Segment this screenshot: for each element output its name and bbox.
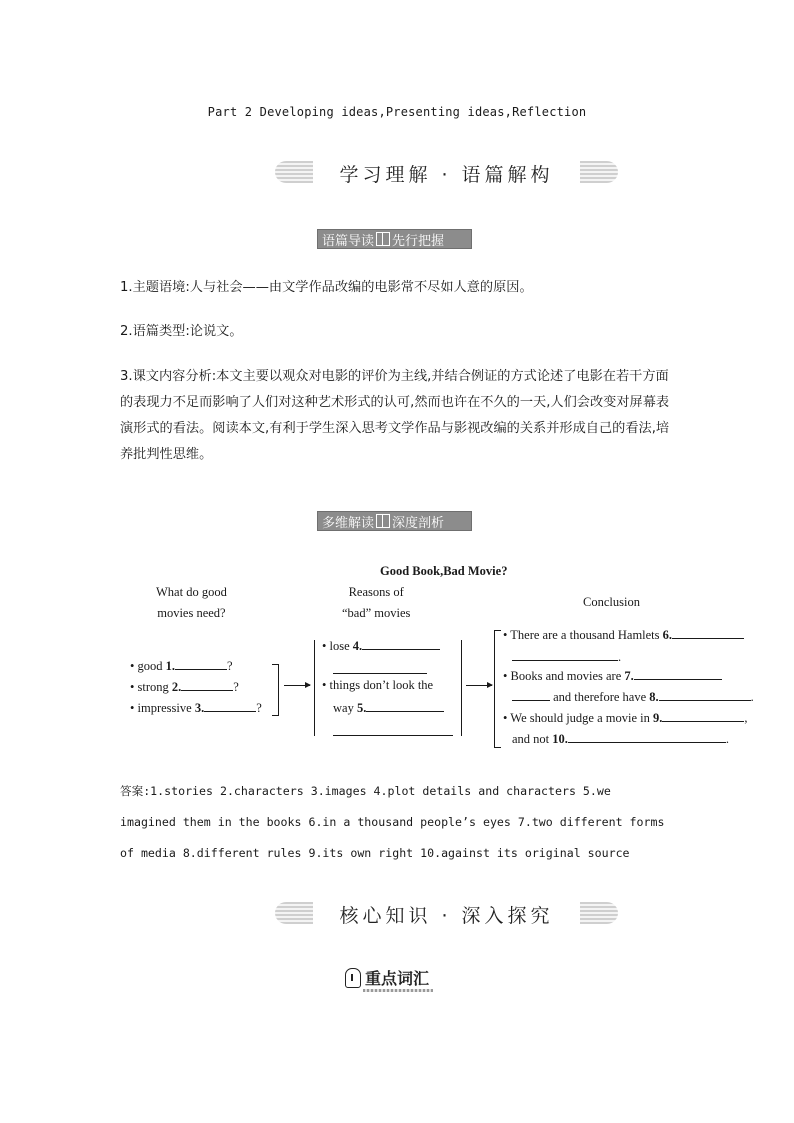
tag-right-text: 深度剖析: [392, 515, 445, 531]
answer-blank[interactable]: [662, 709, 744, 722]
tag-analysis: [317, 511, 472, 531]
blank-number: 6.: [662, 628, 673, 642]
tag-right-text: 先行把握: [392, 233, 445, 249]
answer-blank[interactable]: [181, 678, 233, 691]
section-banner-learning: [275, 159, 618, 185]
tag-left-text: 多维解读: [322, 515, 375, 531]
intro-item-1: 1.主题语境:人与社会——由文学作品改编的电影常不尽如人意的原因。: [120, 280, 533, 295]
col1-header: [156, 582, 227, 624]
answer-line: 答案:1.stories 2.characters 3.images 4.plot details and characters 5.we: [120, 784, 611, 798]
item-text: and not: [512, 732, 553, 746]
item-text: strong: [137, 680, 172, 694]
col3-item: • We should judge a movie in 9. ,: [503, 711, 748, 725]
item-text: good: [137, 659, 166, 673]
col2-item: • lose 4.: [322, 637, 440, 654]
keyword-title: 重点词汇: [365, 969, 430, 988]
col1-item: • impressive 3. ?: [130, 701, 262, 715]
item-text: way: [333, 701, 357, 715]
intro-item-2: 2.语篇类型:论说文。: [120, 324, 243, 339]
item-text: impressive: [137, 701, 195, 715]
col2-header-line: Reasons of: [348, 585, 404, 599]
col1-item: • good 1. ?: [130, 659, 233, 673]
diagram-title: Good Book,Bad Movie?: [380, 564, 508, 578]
heading-underline: [363, 989, 433, 992]
section-banner-core: [275, 900, 618, 926]
arrow-icon: [466, 685, 492, 686]
item-text: Books and movies are: [510, 669, 625, 683]
col1-item: • strong 2. ?: [130, 680, 239, 694]
answer-blank[interactable]: [333, 723, 453, 736]
book-icon: [376, 514, 390, 528]
col3-item: • Books and movies are 7.: [503, 667, 722, 684]
col2-header: [342, 582, 410, 624]
item-text: and therefore have: [553, 690, 650, 704]
item-text: We should judge a movie in: [510, 711, 653, 725]
answer-blank[interactable]: [333, 661, 427, 674]
item-end: ?: [256, 701, 262, 715]
answer-blank[interactable]: [672, 626, 744, 639]
intro-item-3: 3.课文内容分析:本文主要以观众对电影的评价为主线,并结合例证的方式论述了电影在若干方面的表现力不足而影响了人们对这种艺术形式的认可,然而也许在不久的一天,人们会改变对屏幕表演形式的看法。阅读本文,有利于学生深入思考文学作品与影视改编的关系并形成自己的看法,培养批判性思维。: [120, 369, 670, 462]
tag-left-text: 语篇导读: [322, 233, 375, 249]
col2-header-line: “bad” movies: [342, 606, 411, 620]
item-end: ?: [233, 680, 239, 694]
answer-blank[interactable]: [568, 730, 726, 743]
col3-item-cont: and not 10. .: [512, 732, 730, 746]
blank-number: 2.: [171, 680, 182, 694]
answer-blank[interactable]: [362, 637, 440, 650]
arrow-icon: [284, 685, 310, 686]
blank-number: 7.: [624, 669, 634, 683]
item-text: things don’t look the: [329, 678, 434, 692]
col2-item-cont: [333, 723, 453, 740]
book-icon: [376, 232, 390, 246]
answer-line: of media 8.different rules 9.its own right 10.against its original source: [120, 846, 630, 860]
key-icon: [345, 968, 361, 988]
answer-blank[interactable]: [634, 667, 722, 680]
blank-number: 1.: [165, 659, 176, 673]
blank-number: 8.: [649, 690, 659, 704]
blank-number: 10.: [552, 732, 568, 746]
answer-blank[interactable]: [512, 688, 550, 701]
col3-header: Conclusion: [583, 595, 640, 609]
item-text: lose: [329, 639, 353, 653]
answer-blank[interactable]: [204, 699, 256, 712]
keyword-heading: [345, 966, 429, 989]
answer-blank[interactable]: [175, 657, 227, 670]
blank-number: 5.: [356, 701, 367, 715]
col2-item: • things don’t look the: [322, 678, 434, 692]
banner-text: 学习理解 · 语篇解构: [339, 164, 554, 186]
blank-number: 4.: [352, 639, 363, 653]
col3-item-cont: .: [512, 648, 621, 665]
item-text: There are a thousand Hamlets: [510, 628, 663, 642]
col1-header-line: What do good: [156, 585, 227, 599]
item-end: ?: [227, 659, 233, 673]
col3-item-cont: and therefore have 8. .: [512, 688, 754, 705]
col3-item: • There are a thousand Hamlets 6.: [503, 626, 744, 643]
answer-blank[interactable]: [366, 699, 444, 712]
banner-text: 核心知识 · 深入探究: [339, 905, 554, 927]
col2-item-cont: [333, 661, 427, 678]
col1-header-line: movies need?: [157, 606, 226, 620]
answer-blank[interactable]: [512, 648, 618, 661]
part-title: Part 2 Developing ideas,Presenting ideas,Reflection: [207, 105, 587, 119]
col2-item-cont: [333, 699, 444, 716]
answer-blank[interactable]: [659, 688, 751, 701]
tag-reading-guide: [317, 229, 472, 249]
structure-diagram: [0, 560, 794, 760]
col3-bracket: [494, 630, 501, 748]
answer-line: imagined them in the books 6.in a thousand people’s eyes 7.two different forms: [120, 815, 665, 829]
blank-number: 9.: [653, 711, 663, 725]
blank-number: 3.: [194, 701, 205, 715]
col1-bracket: [272, 664, 279, 716]
